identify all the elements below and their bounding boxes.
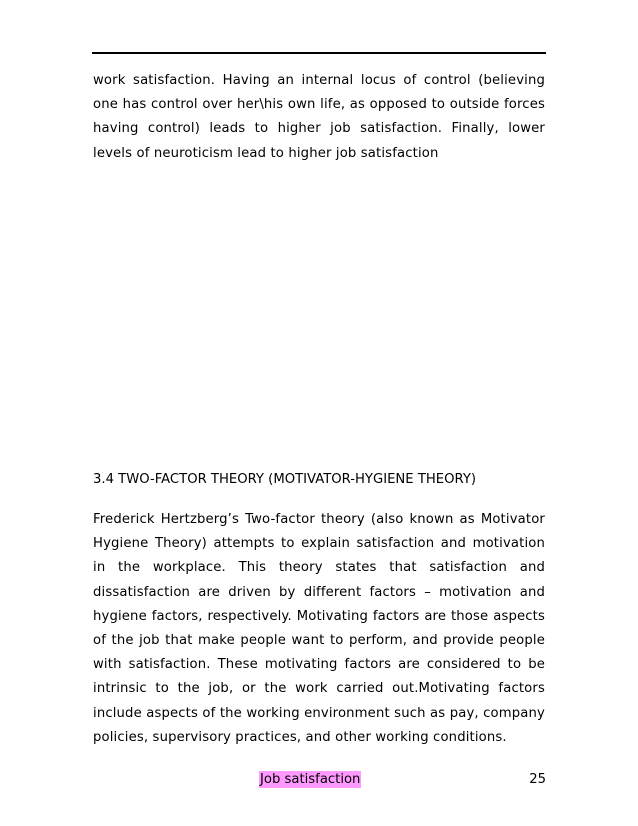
section-body-paragraph: Frederick Hertzberg’s Two-factor theory (also known as Motivator Hygiene Theory) attempts to explain satisfaction and motivation in the workplace. This theory states that satisfaction and dissatisfaction are driven by different factors – motivation and hygiene factors, respectively. Motivating factors are those aspects of the job that make people want to perform, and provide people with satisfaction. These motivating factors are considered to be intrinsic to the job, or the work carried out.Motivating factors include aspects of the working environment such as pay, company policies, supervisory practices, and other working conditions. [93,512,545,745]
section-heading: 3.4 TWO-FACTOR THEORY (MOTIVATOR-HYGIENE THEORY) [93,472,477,487]
footer-title: Job satisfaction [260,772,361,787]
page-number: 25 [529,772,546,787]
header-rule [92,52,546,54]
continuation-paragraph: work satisfaction. Having an internal locus of control (believing one has control over her\his own life, as opposed to outside forces having control) leads to higher job satisfaction. Finally, lower levels of neuroticism lead to higher job satisfaction [93,73,545,161]
